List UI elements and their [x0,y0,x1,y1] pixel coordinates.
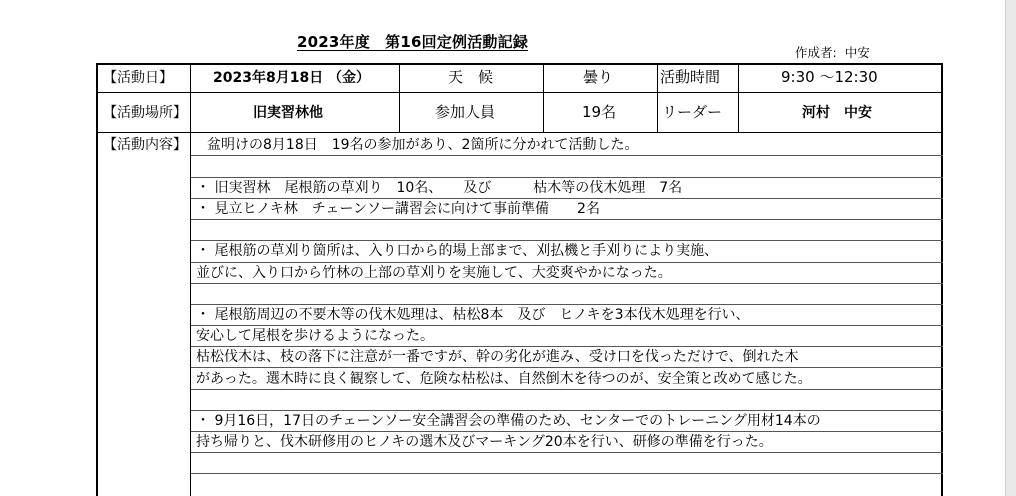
place-label: 【活動場所】 [103,105,187,121]
window-edge [1005,0,1016,496]
weather-label: 天 候 [448,68,494,86]
weather-value: 曇り [583,68,614,86]
time-label: 活動時間 [660,68,721,86]
content-rule [191,262,943,263]
content-rule [191,367,943,368]
leader-label: リーダー [662,103,723,121]
content-line: 枯松伐木は、枝の落下に注意が一番ですが、幹の劣化が進み、受け口を伐っただけで、倒れた木 [196,349,799,365]
content-line: 安心して尾根を歩けるようになった。 [196,328,434,344]
content-line: ・ 9月16日，17日のチェーンソー安全講習会の準備のため、センターでのトレーニング用材14本の [196,413,821,429]
row-divider [96,132,943,133]
content-line: ・ 旧実習林 尾根筋の草刈り 10名、 及び 枯木等の伐木処理 7名 [196,180,683,196]
content-rule [191,431,943,432]
content-line: ・ 尾根筋の草刈り箇所は、入り口から的場上部まで、刈払機と手刈りにより実施、 [196,243,719,259]
content-rule [191,346,943,347]
content-rule [191,473,943,474]
content-rule [191,240,943,241]
content-line: があった。選木時に良く観察して、危険な枯松は、自然倒木を待つのが、安全策と改めて感じた。 [196,371,812,387]
author-line [795,43,870,61]
content-rule [191,325,943,326]
column-divider [399,63,400,133]
leader-value: 河村 中安 [802,105,872,121]
place-value: 旧実習林他 [253,105,323,121]
content-rule [191,219,943,220]
author-label: 作成者: [795,45,837,60]
author-name: 中安 [844,45,870,60]
label-column-divider [190,63,191,496]
content-line: ・ 尾根筋周辺の不要木等の伐木処理は、枯松8本 及び ヒノキを3本伐木処理を行い、 [196,307,750,323]
content-rule [191,198,943,199]
content-line: 並びに、入り口から竹林の上部の草刈りを実施して、大変爽やかになった。 [196,265,672,281]
content-rule [191,177,943,178]
content-line: 盆明けの8月18日 19名の参加があり、2箇所に分かれて活動した。 [207,137,639,153]
participants-label: 参加人員 [435,103,496,121]
column-divider [657,63,658,133]
content-line: ・ 見立ヒノキ林 チェーンソー講習会に向けて事前準備 2名 [196,201,600,217]
content-rule [191,452,943,453]
content-rule [191,283,943,284]
content-rule [191,410,943,411]
row-divider [96,92,943,93]
date-value: 2023年8月18日 （金） [213,70,371,86]
time-value: 9:30 〜12:30 [781,68,878,86]
column-divider [543,63,544,133]
content-line: 持ち帰りと、伐木研修用のヒノキの選木及びマーキング20本を行い、研修の準備を行った。 [196,434,773,450]
participants-value: 19名 [582,103,617,121]
content-rule [191,155,943,156]
page-title: 2023年度 第16回定例活動記録 [297,33,529,51]
column-divider [738,63,739,133]
date-label: 【活動日】 [103,70,173,86]
content-rule [191,389,943,390]
content-rule [191,304,943,305]
content-label: 【活動内容】 [103,137,187,153]
